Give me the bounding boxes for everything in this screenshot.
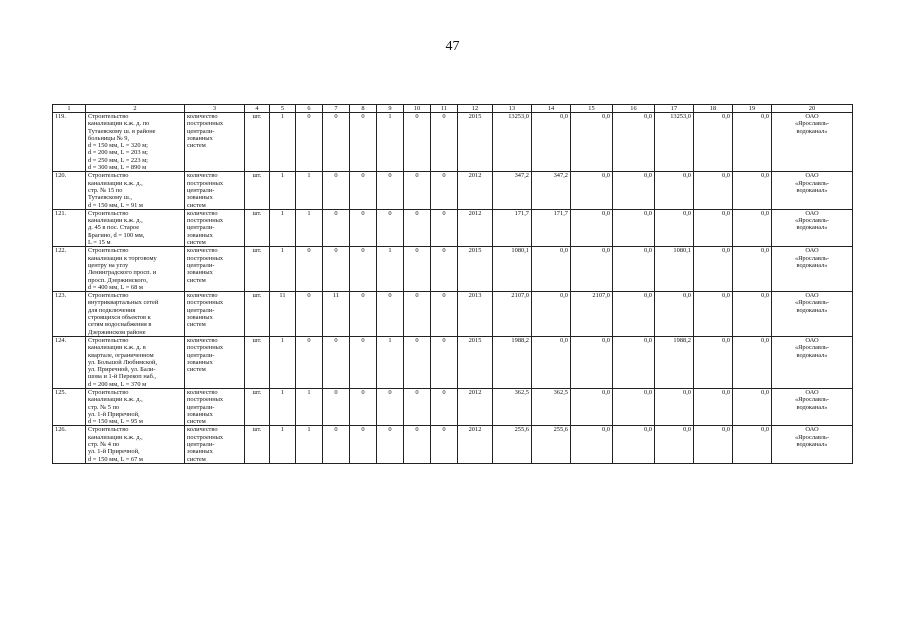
unit: шт.	[245, 172, 270, 209]
value-col-12: 2015	[458, 113, 493, 172]
value-col-15: 0,0	[571, 172, 613, 209]
value-col-6: 1	[296, 426, 323, 463]
column-header-18: 18	[694, 105, 733, 113]
value-col-9: 0	[377, 292, 404, 337]
executor: ОАО «Ярославль- водоканал»	[772, 172, 853, 209]
value-col-10: 0	[404, 209, 431, 246]
column-header-15: 15	[571, 105, 613, 113]
value-col-14: 347,2	[532, 172, 571, 209]
value-col-8: 0	[350, 336, 377, 388]
row-number: 122.	[53, 247, 86, 292]
value-col-19: 0,0	[733, 336, 772, 388]
value-col-6: 1	[296, 388, 323, 425]
value-col-16: 0,0	[613, 172, 655, 209]
column-header-8: 8	[350, 105, 377, 113]
value-col-19: 0,0	[733, 247, 772, 292]
value-col-19: 0,0	[733, 172, 772, 209]
row-number: 119.	[53, 113, 86, 172]
executor: ОАО «Ярославль- водоканал»	[772, 388, 853, 425]
value-col-15: 0,0	[571, 113, 613, 172]
value-col-17: 0,0	[655, 426, 694, 463]
value-col-7: 0	[323, 388, 350, 425]
value-col-11: 0	[431, 426, 458, 463]
value-col-13: 171,7	[493, 209, 532, 246]
column-header-17: 17	[655, 105, 694, 113]
table-body	[53, 113, 853, 464]
value-col-6: 0	[296, 292, 323, 337]
value-col-10: 0	[404, 113, 431, 172]
value-col-17: 0,0	[655, 292, 694, 337]
table-row	[53, 388, 853, 425]
value-col-10: 0	[404, 172, 431, 209]
row-number: 123.	[53, 292, 86, 337]
column-header-7: 7	[323, 105, 350, 113]
column-header-19: 19	[733, 105, 772, 113]
value-col-14: 362,5	[532, 388, 571, 425]
measure-description: Строительство канализации к.ж. д. по Тутаевскому ш. в районе больницы № 9, d = 150 мм, L = 320 м; d = 200 мм, L = 203 м; d = 250 мм, L = 223 м; d = 300 мм, L = 890 м	[86, 113, 185, 172]
column-header-16: 16	[613, 105, 655, 113]
value-col-13: 1988,2	[493, 336, 532, 388]
value-col-19: 0,0	[733, 209, 772, 246]
unit: шт.	[245, 247, 270, 292]
value-col-5: 1	[270, 113, 296, 172]
value-col-13: 362,5	[493, 388, 532, 425]
column-header-10: 10	[404, 105, 431, 113]
value-col-12: 2012	[458, 209, 493, 246]
value-col-17: 0,0	[655, 172, 694, 209]
indicator-name: количество построенных централи- зованных систем	[185, 172, 245, 209]
page-number: 47	[445, 39, 460, 54]
column-header-14: 14	[532, 105, 571, 113]
value-col-14: 255,6	[532, 426, 571, 463]
value-col-17: 0,0	[655, 209, 694, 246]
indicator-name: количество построенных централи- зованных систем	[185, 292, 245, 337]
column-header-1: 1	[53, 105, 86, 113]
value-col-8: 0	[350, 292, 377, 337]
value-col-12: 2015	[458, 336, 493, 388]
value-col-15: 0,0	[571, 247, 613, 292]
value-col-14: 0,0	[532, 113, 571, 172]
program-table	[52, 104, 853, 464]
executor: ОАО «Ярославль- водоканал»	[772, 426, 853, 463]
value-col-7: 0	[323, 172, 350, 209]
value-col-11: 0	[431, 247, 458, 292]
unit: шт.	[245, 209, 270, 246]
column-header-9: 9	[377, 105, 404, 113]
value-col-18: 0,0	[694, 426, 733, 463]
value-col-16: 0,0	[613, 292, 655, 337]
value-col-12: 2013	[458, 292, 493, 337]
row-number: 120.	[53, 172, 86, 209]
row-number: 124.	[53, 336, 86, 388]
value-col-18: 0,0	[694, 209, 733, 246]
value-col-8: 0	[350, 247, 377, 292]
value-col-15: 0,0	[571, 336, 613, 388]
value-col-9: 0	[377, 426, 404, 463]
value-col-18: 0,0	[694, 172, 733, 209]
value-col-6: 0	[296, 247, 323, 292]
unit: шт.	[245, 426, 270, 463]
measure-description: Строительство внутриквартальных сетей для подключения строящихся объектов к сетям водоснабжения в Дзержинском районе	[86, 292, 185, 337]
table-row	[53, 209, 853, 246]
value-col-17: 13253,0	[655, 113, 694, 172]
value-col-19: 0,0	[733, 292, 772, 337]
value-col-8: 0	[350, 426, 377, 463]
indicator-name: количество построенных централи- зованных систем	[185, 247, 245, 292]
value-col-7: 0	[323, 113, 350, 172]
value-col-18: 0,0	[694, 292, 733, 337]
value-col-14: 0,0	[532, 336, 571, 388]
column-header-2: 2	[86, 105, 185, 113]
value-col-14: 171,7	[532, 209, 571, 246]
value-col-19: 0,0	[733, 426, 772, 463]
executor: ОАО «Ярославль- водоканал»	[772, 247, 853, 292]
value-col-5: 1	[270, 336, 296, 388]
value-col-14: 0,0	[532, 292, 571, 337]
value-col-12: 2015	[458, 247, 493, 292]
column-header-5: 5	[270, 105, 296, 113]
value-col-11: 0	[431, 113, 458, 172]
value-col-11: 0	[431, 209, 458, 246]
column-header-6: 6	[296, 105, 323, 113]
value-col-17: 0,0	[655, 388, 694, 425]
value-col-6: 1	[296, 172, 323, 209]
value-col-9: 0	[377, 388, 404, 425]
value-col-9: 1	[377, 247, 404, 292]
value-col-15: 2107,0	[571, 292, 613, 337]
table-row	[53, 336, 853, 388]
value-col-6: 1	[296, 209, 323, 246]
value-col-5: 11	[270, 292, 296, 337]
indicator-name: количество построенных централи- зованных систем	[185, 388, 245, 425]
table-row	[53, 292, 853, 337]
value-col-16: 0,0	[613, 336, 655, 388]
executor: ОАО «Ярославль- водоканал»	[772, 209, 853, 246]
value-col-16: 0,0	[613, 247, 655, 292]
value-col-15: 0,0	[571, 388, 613, 425]
value-col-9: 1	[377, 113, 404, 172]
value-col-18: 0,0	[694, 388, 733, 425]
value-col-16: 0,0	[613, 388, 655, 425]
table-row	[53, 172, 853, 209]
value-col-7: 0	[323, 336, 350, 388]
value-col-15: 0,0	[571, 426, 613, 463]
value-col-19: 0,0	[733, 388, 772, 425]
value-col-16: 0,0	[613, 113, 655, 172]
unit: шт.	[245, 336, 270, 388]
value-col-15: 0,0	[571, 209, 613, 246]
indicator-name: количество построенных централи- зованных систем	[185, 336, 245, 388]
header-row	[53, 105, 853, 113]
value-col-18: 0,0	[694, 113, 733, 172]
value-col-5: 1	[270, 209, 296, 246]
value-col-7: 0	[323, 209, 350, 246]
measure-description: Строительство канализации к.ж. д., стр. № 5 по ул. 1-й Приречной, d = 150 мм, L = 95 м	[86, 388, 185, 425]
value-col-6: 0	[296, 336, 323, 388]
value-col-9: 1	[377, 336, 404, 388]
value-col-5: 1	[270, 426, 296, 463]
value-col-6: 0	[296, 113, 323, 172]
value-col-7: 0	[323, 426, 350, 463]
value-col-8: 0	[350, 209, 377, 246]
value-col-13: 1080,1	[493, 247, 532, 292]
row-number: 125.	[53, 388, 86, 425]
value-col-10: 0	[404, 388, 431, 425]
value-col-11: 0	[431, 388, 458, 425]
table-row	[53, 426, 853, 463]
measure-description: Строительство канализации к.ж. д., д. 45 в пос. Старое Брагино, d = 100 мм, L = 15 м	[86, 209, 185, 246]
value-col-16: 0,0	[613, 209, 655, 246]
column-header-13: 13	[493, 105, 532, 113]
value-col-10: 0	[404, 426, 431, 463]
value-col-8: 0	[350, 172, 377, 209]
value-col-17: 1988,2	[655, 336, 694, 388]
value-col-13: 13253,0	[493, 113, 532, 172]
value-col-7: 0	[323, 247, 350, 292]
indicator-name: количество построенных централи- зованных систем	[185, 113, 245, 172]
value-col-12: 2012	[458, 172, 493, 209]
value-col-12: 2012	[458, 426, 493, 463]
measure-description: Строительство канализации к.ж. д. в квартале, ограниченном ул. Большой Любимской, ул. Приречной, ул. Бали- шова и 1-й Перекоп наб., d = 200 мм, L = 370 м	[86, 336, 185, 388]
table-row	[53, 113, 853, 172]
row-number: 126.	[53, 426, 86, 463]
value-col-5: 1	[270, 172, 296, 209]
value-col-17: 1080,1	[655, 247, 694, 292]
column-header-4: 4	[245, 105, 270, 113]
measure-description: Строительство канализации к торговому центру на углу Ленинградского просп. и просп. Дзержинского, d = 400 мм, L = 68 м	[86, 247, 185, 292]
value-col-7: 11	[323, 292, 350, 337]
value-col-13: 347,2	[493, 172, 532, 209]
measure-description: Строительство канализации к.ж. д., стр. № 4 по ул. 1-й Приречной, d = 150 мм, L = 67 м	[86, 426, 185, 463]
column-header-3: 3	[185, 105, 245, 113]
executor: ОАО «Ярославль- водоканал»	[772, 292, 853, 337]
indicator-name: количество построенных централи- зованных систем	[185, 209, 245, 246]
value-col-12: 2012	[458, 388, 493, 425]
value-col-8: 0	[350, 388, 377, 425]
value-col-18: 0,0	[694, 336, 733, 388]
unit: шт.	[245, 292, 270, 337]
value-col-18: 0,0	[694, 247, 733, 292]
column-header-20: 20	[772, 105, 853, 113]
executor: ОАО «Ярославль- водоканал»	[772, 336, 853, 388]
value-col-9: 0	[377, 172, 404, 209]
table-row	[53, 247, 853, 292]
unit: шт.	[245, 388, 270, 425]
measure-description: Строительство канализации к.ж. д., стр. № 15 по Тутаевскому ш., d = 150 мм, L = 91 м	[86, 172, 185, 209]
value-col-16: 0,0	[613, 426, 655, 463]
value-col-9: 0	[377, 209, 404, 246]
value-col-10: 0	[404, 247, 431, 292]
value-col-19: 0,0	[733, 113, 772, 172]
column-header-12: 12	[458, 105, 493, 113]
row-number: 121.	[53, 209, 86, 246]
value-col-11: 0	[431, 336, 458, 388]
value-col-5: 1	[270, 247, 296, 292]
value-col-5: 1	[270, 388, 296, 425]
table-header	[53, 105, 853, 113]
indicator-name: количество построенных централи- зованных систем	[185, 426, 245, 463]
value-col-13: 2107,0	[493, 292, 532, 337]
value-col-8: 0	[350, 113, 377, 172]
unit: шт.	[245, 113, 270, 172]
value-col-13: 255,6	[493, 426, 532, 463]
value-col-10: 0	[404, 336, 431, 388]
value-col-10: 0	[404, 292, 431, 337]
value-col-11: 0	[431, 172, 458, 209]
value-col-14: 0,0	[532, 247, 571, 292]
column-header-11: 11	[431, 105, 458, 113]
value-col-11: 0	[431, 292, 458, 337]
executor: ОАО «Ярославль- водоканал»	[772, 113, 853, 172]
